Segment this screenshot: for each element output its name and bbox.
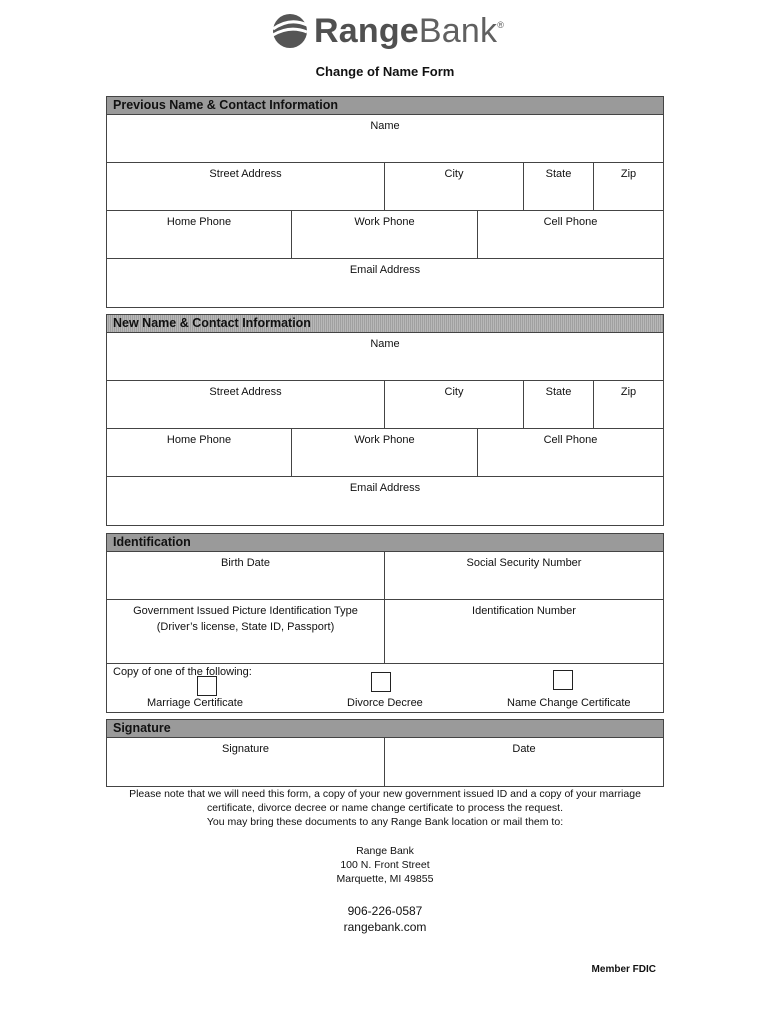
new-home-phone-field[interactable]: Home Phone [107,429,292,476]
new-state-field[interactable]: State [524,381,594,428]
address-city: Marquette, MI 49855 [336,873,434,885]
new-work-phone-field[interactable]: Work Phone [292,429,478,476]
previous-email-row [107,259,663,307]
note-text [0,787,770,829]
address-name: Range Bank [356,845,414,857]
range-bank-logo [272,8,504,54]
new-name-field[interactable]: Name [370,338,400,350]
contact-phone: 906-226-0587 [347,904,423,918]
id-type-label-line1: Government Issued Picture Identification Type [133,605,358,617]
ssn-field[interactable]: Social Security Number [466,557,582,569]
new-phone-row [107,429,663,477]
name-change-certificate-checkbox[interactable] [553,670,573,690]
previous-info-section [106,96,664,308]
previous-cell-phone-field[interactable]: Cell Phone [543,216,598,228]
previous-street-field[interactable]: Street Address [107,163,385,210]
previous-city-field[interactable]: City [385,163,524,210]
divorce-decree-label: Divorce Decree [347,697,423,709]
previous-state-field[interactable]: State [524,163,594,210]
previous-home-phone-field[interactable]: Home Phone [107,211,292,258]
new-city-field[interactable]: City [385,381,524,428]
date-field[interactable]: Date [512,743,536,755]
copy-of-row [107,664,663,712]
member-fdic: Member FDIC [591,964,656,975]
new-info-section [106,314,664,526]
copy-of-label: Copy of one of the following: [113,666,252,678]
new-address-row [107,381,663,429]
name-change-certificate-label: Name Change Certificate [507,697,631,709]
new-street-field[interactable]: Street Address [107,381,385,428]
previous-name-field[interactable]: Name [370,120,400,132]
previous-zip-field[interactable]: Zip [620,168,637,180]
id-type-field[interactable] [107,600,385,663]
previous-address-row [107,163,663,211]
previous-info-header: Previous Name & Contact Information [107,97,663,115]
note-line-3: You may bring these documents to any Range Bank location or mail them to: [206,816,564,828]
signature-header: Signature [107,720,663,738]
new-zip-field[interactable]: Zip [620,386,637,398]
id-type-row [107,600,663,664]
signature-section [106,719,664,787]
new-email-row [107,477,663,525]
form-title: Change of Name Form [315,64,455,79]
previous-phone-row [107,211,663,259]
new-name-row [107,333,663,381]
birth-date-field[interactable]: Birth Date [107,552,385,599]
signature-field[interactable]: Signature [107,738,385,786]
previous-email-field[interactable]: Email Address [349,264,421,276]
note-line-2: certificate, divorce decree or name change certificate to process the request. [206,802,563,814]
id-type-label-line2: (Driver’s license, State ID, Passport) [156,621,335,633]
note-line-1: Please note that we will need this form, a copy of your new government issued ID and a copy of your marriage [129,788,641,800]
contact-website[interactable]: rangebank.com [343,920,427,934]
previous-name-row [107,115,663,163]
address-street: 100 N. Front Street [340,859,430,871]
range-bank-logo-icon [272,13,308,49]
new-email-field[interactable]: Email Address [349,482,421,494]
marriage-certificate-label: Marriage Certificate [147,697,243,709]
identification-header: Identification [107,534,663,552]
new-cell-phone-field[interactable]: Cell Phone [543,434,598,446]
identification-section [106,533,664,713]
id-number-field[interactable]: Identification Number [472,605,576,617]
divorce-decree-checkbox[interactable] [371,672,391,692]
signature-row [107,738,663,786]
previous-work-phone-field[interactable]: Work Phone [292,211,478,258]
new-info-header: New Name & Contact Information [107,315,663,333]
marriage-certificate-checkbox[interactable] [197,676,217,696]
range-bank-wordmark: RangeBank® [314,11,505,50]
birth-ssn-row [107,552,663,600]
contact-info [0,903,770,935]
mailing-address [0,844,770,886]
